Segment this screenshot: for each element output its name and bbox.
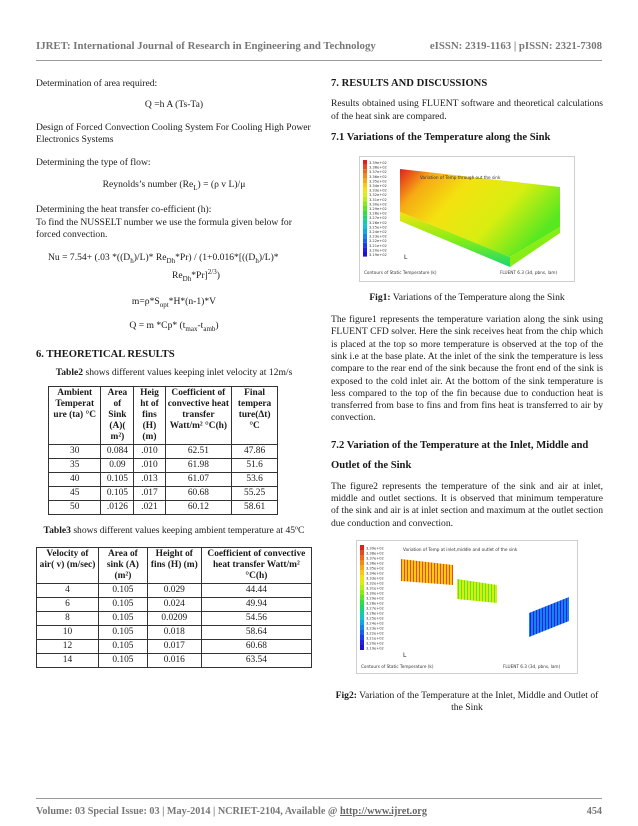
figure-2-plot (357, 541, 577, 673)
legend-label: 3.31e+02 (369, 197, 387, 202)
table-cell: 0.105 (101, 473, 134, 487)
table-cell: 58.61 (232, 501, 278, 515)
figure-2 (356, 540, 578, 674)
table-cell: 10 (37, 626, 99, 640)
table-cell: 60.12 (165, 501, 232, 515)
legend-swatch (363, 178, 367, 183)
table2-header-1: Area of Sink (A)( m²) (101, 387, 134, 445)
table3-header-3: Coefficient of convective heat transfer Watt/m² °C(h) (201, 548, 311, 584)
section-7-heading: 7. RESULTS AND DISCUSSIONS (331, 78, 488, 89)
table-cell: 30 (49, 445, 101, 459)
figure-2-title: Variation of Temp at inlet,middle and outlet of the sink (403, 546, 518, 552)
legend-swatch (360, 555, 364, 560)
section-7-1-heading: 7.1 Variations of the Temperature along the Sink (331, 132, 551, 144)
nusselt-equation: Nu = 7.54+ (.03 $*((D_h)/L)*$ $Re_{Dh}*Pr) / (1+0.016*[((D_h)/L)*$ $Re_{Dh}*Pr]^{2/3}$) (48, 251, 279, 284)
table-row (37, 598, 312, 612)
legend-swatch (360, 585, 364, 590)
legend-swatch (363, 196, 367, 201)
figure-1-contour-label: Contours of Static Temperature (k) (364, 269, 437, 275)
table-cell: 53.6 (232, 473, 278, 487)
legend-swatch (363, 160, 367, 165)
table-cell: 4 (37, 584, 99, 598)
middle-section (457, 579, 497, 603)
table-cell: 60.68 (201, 640, 311, 654)
legend-swatch (363, 164, 367, 169)
table2-header-0: Ambient Temperat ure (ta) °C (49, 387, 101, 445)
figure-1-solver-label: FLUENT 6.3 (3d, pbns, lam) (500, 269, 558, 275)
legend-label: 3.22e+02 (366, 631, 384, 636)
table-row (37, 584, 312, 598)
table-cell: 60.68 (165, 487, 232, 501)
table-cell: 58.64 (201, 626, 311, 640)
legend-label: 3.28e+02 (369, 211, 387, 216)
legend-swatch (360, 570, 364, 575)
table3 (36, 547, 312, 668)
section-6-heading: 6. THEORETICAL RESULTS (36, 349, 175, 361)
table-row (37, 612, 312, 626)
table2-header-4: Final tempera ture(Δt) °C (232, 387, 278, 445)
area-equation: Q =h A (Ts-Ta) (144, 99, 204, 111)
figure-1-legend (363, 160, 387, 257)
table2 (48, 386, 278, 515)
nusselt-text: To find the NUSSELT number we use the formula given below for forced convection. (36, 216, 292, 241)
legend-label: 3.34e+02 (366, 571, 384, 576)
legend-label: 3.34e+02 (369, 183, 387, 188)
footer-rule (36, 798, 602, 799)
table3-caption: Table3 shows different values keeping ambient temperature at 45ºC (43, 525, 305, 536)
legend-swatch (363, 173, 367, 178)
legend-label: 3.37e+02 (366, 556, 384, 561)
legend-swatch (360, 635, 364, 640)
legend-swatch (360, 590, 364, 595)
legend-swatch (363, 242, 367, 247)
table3-header-1: Area of sink (A) (m²) (98, 548, 147, 584)
table-cell: 49.94 (201, 598, 311, 612)
legend-swatch (360, 645, 364, 650)
figure-2-caption: Fig2: Variation of the Temperature at the Inlet, Middle and Outlet of the Sink (335, 689, 599, 714)
table-cell: 44.44 (201, 584, 311, 598)
legend-label: 3.20e+02 (369, 248, 387, 253)
axis-triad: L (403, 651, 407, 659)
figure-1-discussion: The figure1 represents the temperature variation along the sink using FLUENT CFD solver. Here the sink receives heat from the chip which is placed at the top so more temperature is observed at the top of the sink i.e at the base plate. At the inlet of the sink the temperature is less compare to the rear end of the sink because the front end of the sink is exposed to the cold inlet air. At the bottom of the sink temperature is less compared to the top of the fin because due to conduction heat is transferred from base to fins and from fins heat is transferred to air by convection. (331, 314, 603, 424)
legend-swatch (363, 201, 367, 206)
table-cell: 0.017 (147, 640, 201, 654)
legend-swatch (363, 183, 367, 188)
legend-label: 3.36e+02 (369, 174, 387, 179)
table-row (49, 459, 278, 473)
legend-label: 3.30e+02 (369, 202, 387, 207)
table-cell: 51.6 (232, 459, 278, 473)
left-column (36, 78, 312, 668)
figure-1-plot (360, 157, 574, 281)
table-cell: 47.86 (232, 445, 278, 459)
table-cell: 62.51 (165, 445, 232, 459)
legend-label: 3.22e+02 (369, 238, 387, 243)
legend-swatch (363, 238, 367, 243)
legend-swatch (360, 545, 364, 550)
table-cell: 6 (37, 598, 99, 612)
figure-2-contour-label: Contours of Static Temperature (k) (361, 663, 434, 669)
legend-swatch (360, 605, 364, 610)
table2-caption: Table2 shows different values keeping inlet velocity at 12m/s (55, 366, 293, 378)
table-cell: 0.105 (98, 626, 147, 640)
legend-label: 3.33e+02 (369, 188, 387, 193)
legend-label: 3.27e+02 (369, 215, 387, 220)
legend-swatch (360, 565, 364, 570)
table-cell: .0126 (101, 501, 134, 515)
figure-2-discussion: The figure2 represents the temperature of the sink and air at inlet, middle and outlet sections. It is observed that minimum temperature of the sink and air is at inlet section and maximum at the outlet section due conduction and convection. (331, 480, 603, 529)
legend-label: 3.39e+02 (366, 546, 384, 551)
table-cell: .010 (134, 459, 165, 473)
table-cell: 0.0209 (147, 612, 201, 626)
figure-2-legend (360, 545, 384, 650)
legend-label: 3.23e+02 (369, 234, 387, 239)
legend-label: 3.35e+02 (366, 566, 384, 571)
journal-title: IJRET: International Journal of Research in Engineering and Technology (36, 40, 376, 52)
table-cell: .017 (134, 487, 165, 501)
legend-swatch (363, 229, 367, 234)
legend-label: 3.19e+02 (366, 646, 384, 651)
figure-2-solver-label: FLUENT 6.3 (3d, pbns, lam) (503, 663, 561, 669)
table3-header-2: Height of fins (H) (m) (147, 548, 201, 584)
table-row (37, 640, 312, 654)
legend-label: 3.20e+02 (366, 641, 384, 646)
table-cell: 0.029 (147, 584, 201, 598)
table2-header-2: Heig ht of fins (H) (m) (134, 387, 165, 445)
table-cell: 0.018 (147, 626, 201, 640)
issn: eISSN: 2319-1163 | pISSN: 2321-7308 (429, 40, 602, 52)
figure-1-caption: Fig1: Variations of the Temperature along the Sink (369, 291, 565, 303)
legend-label: 3.19e+02 (369, 252, 387, 257)
htc-text: Determining the heat transfer co-efficient (h): (36, 204, 212, 216)
table-cell: 0.105 (101, 487, 134, 501)
page-number: 454 (586, 806, 602, 817)
legend-label: 3.32e+02 (366, 581, 384, 586)
table-cell: 12 (37, 640, 99, 654)
table-cell: 0.105 (98, 584, 147, 598)
table-cell: 50 (49, 501, 101, 515)
table-cell: 0.016 (147, 654, 201, 668)
legend-label: 3.33e+02 (366, 576, 384, 581)
legend-swatch (363, 252, 367, 257)
right-column (331, 78, 603, 715)
legend-label: 3.28e+02 (366, 601, 384, 606)
table-cell: 61.98 (165, 459, 232, 473)
table-cell: 0.09 (101, 459, 134, 473)
design-text: Design of Forced Convection Cooling System For Cooling High Power Electronics Systems (36, 121, 311, 146)
legend-label: 3.38e+02 (366, 551, 384, 556)
table-cell: .013 (134, 473, 165, 487)
table-row (37, 626, 312, 640)
legend-label: 3.32e+02 (369, 192, 387, 197)
legend-label: 3.21e+02 (369, 243, 387, 248)
legend-swatch (363, 215, 367, 220)
legend-swatch (363, 219, 367, 224)
table-cell: 40 (49, 473, 101, 487)
legend-label: 3.21e+02 (366, 636, 384, 641)
legend-label: 3.25e+02 (369, 225, 387, 230)
table-cell: 8 (37, 612, 99, 626)
table-cell: 0.105 (98, 654, 147, 668)
mass-flow-equation: $m=\rho*S_{opt}*H*(n-1)*V$ (131, 295, 217, 309)
table-cell: 0.024 (147, 598, 201, 612)
legend-swatch (363, 206, 367, 211)
legend-swatch (363, 233, 367, 238)
axis-triad: L (404, 253, 408, 261)
legend-label: 3.24e+02 (366, 621, 384, 626)
table-cell: 0.105 (98, 598, 147, 612)
area-intro: Determination of area required: (36, 78, 158, 89)
table-row (37, 654, 312, 668)
legend-label: 3.38e+02 (369, 165, 387, 170)
table-cell: .021 (134, 501, 165, 515)
legend-label: 3.23e+02 (366, 626, 384, 631)
journal-link[interactable]: http://www.ijret.org (339, 806, 427, 817)
table-cell: 0.084 (101, 445, 134, 459)
legend-swatch (363, 169, 367, 174)
heat-equation: Q = m *Cp* $(t_{max}-t_{amb})$ (129, 319, 219, 333)
legend-swatch (360, 630, 364, 635)
legend-swatch (363, 192, 367, 197)
table-cell: .010 (134, 445, 165, 459)
legend-label: 3.31e+02 (366, 586, 384, 591)
legend-label: 3.37e+02 (369, 169, 387, 174)
table-row (49, 473, 278, 487)
table-cell: 0.105 (98, 612, 147, 626)
section-7-2-heading: 7.2 Variation of the Temperature at the Inlet, Middle and Outlet of the Sink (331, 439, 589, 471)
table-cell: 45 (49, 487, 101, 501)
table-cell: 14 (37, 654, 99, 668)
results-intro: Results obtained using FLUENT software and theoretical calculations of the heat sink are compared. (331, 98, 603, 122)
header-rule (36, 60, 602, 61)
table-row (49, 501, 278, 515)
page-footer (36, 806, 602, 817)
outlet-section (529, 597, 569, 637)
table-cell: 55.25 (232, 487, 278, 501)
reynolds-equation: Reynolds’s number $(Re_L) = (\rho$ v L)/μ (102, 179, 246, 192)
table-cell: 61.07 (165, 473, 232, 487)
volume-info: Volume: 03 Special Issue: 03 | May-2014 | NCRIET-2104, Available @ http://www.ijret.org (36, 806, 427, 817)
legend-swatch (360, 560, 364, 565)
legend-swatch (363, 224, 367, 229)
legend-label: 3.39e+02 (369, 160, 387, 165)
legend-label: 3.36e+02 (366, 561, 384, 566)
legend-swatch (363, 187, 367, 192)
table-cell: 63.54 (201, 654, 311, 668)
table-cell: 54.56 (201, 612, 311, 626)
legend-swatch (363, 247, 367, 252)
inlet-section (401, 559, 453, 585)
figure-1-title: Variation of Temp through out the sink (420, 174, 501, 180)
legend-label: 3.27e+02 (366, 606, 384, 611)
legend-swatch (360, 640, 364, 645)
legend-swatch (363, 210, 367, 215)
legend-swatch (360, 625, 364, 630)
legend-label: 3.26e+02 (366, 611, 384, 616)
legend-label: 3.24e+02 (369, 229, 387, 234)
legend-swatch (360, 615, 364, 620)
table2-header-3: Coefficient of convective heat transfer Watt/m² °C(h) (165, 387, 232, 445)
flow-type-text: Determining the type of flow: (36, 156, 151, 168)
legend-swatch (360, 620, 364, 625)
legend-label: 3.29e+02 (366, 596, 384, 601)
table-cell: 0.105 (98, 640, 147, 654)
table3-header-0: Velocity of air( v) (m/sec) (37, 548, 99, 584)
legend-swatch (360, 600, 364, 605)
legend-label: 3.29e+02 (369, 206, 387, 211)
legend-label: 3.30e+02 (366, 591, 384, 596)
table-cell: 35 (49, 459, 101, 473)
page-header (36, 40, 602, 52)
legend-swatch (360, 595, 364, 600)
legend-label: 3.26e+02 (369, 220, 387, 225)
legend-swatch (360, 580, 364, 585)
legend-label: 3.25e+02 (366, 616, 384, 621)
legend-swatch (360, 610, 364, 615)
legend-swatch (360, 550, 364, 555)
figure-1 (359, 156, 575, 282)
table-row (49, 445, 278, 459)
table-row (49, 487, 278, 501)
legend-label: 3.35e+02 (369, 179, 387, 184)
legend-swatch (360, 575, 364, 580)
